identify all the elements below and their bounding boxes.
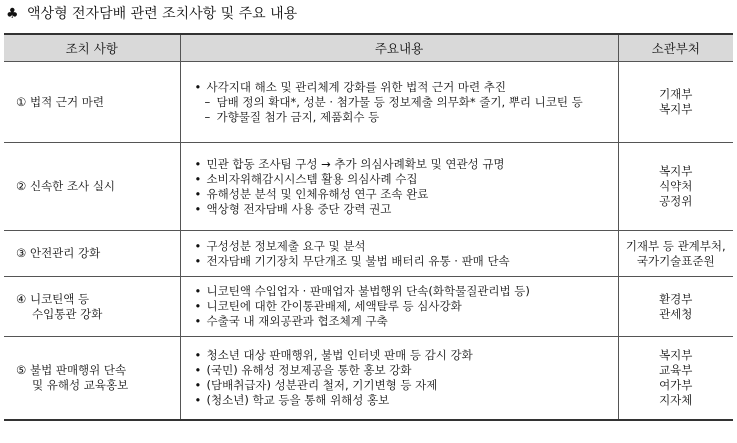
agency-name: 식약처 bbox=[659, 179, 693, 193]
content-cell bbox=[180, 143, 618, 231]
content-bullet-item bbox=[195, 348, 614, 363]
content-bullet-item bbox=[195, 378, 614, 393]
content-text: 사각지대 해소 및 관리체계 강화를 위한 법적 근거 마련 추진 bbox=[206, 79, 507, 94]
content-bullet-item bbox=[195, 239, 614, 254]
agency-cell bbox=[618, 62, 733, 143]
content-cell bbox=[180, 337, 618, 420]
content-bullet-item bbox=[195, 393, 614, 408]
agency-name: 교육부 bbox=[659, 362, 693, 377]
content-text: 가향물질 첨가 금지, 제품회수 등 bbox=[216, 109, 380, 124]
agency-name: 환경부 bbox=[659, 291, 693, 306]
agency-name: 여가부 bbox=[659, 377, 693, 392]
category-label: ③ 안전관리 강화 bbox=[16, 246, 101, 260]
agency-cell bbox=[618, 277, 733, 337]
category-cell bbox=[4, 143, 180, 231]
content-text: 소비자위해감시시스템 활용 의심사례 수집 bbox=[206, 171, 418, 186]
category-label: 수입통관 강화 bbox=[32, 306, 103, 321]
content-bullet-item bbox=[195, 363, 614, 378]
measures-table bbox=[4, 33, 733, 421]
content-bullet-item bbox=[195, 254, 614, 269]
agency-cell bbox=[618, 143, 733, 231]
content-bullet-item bbox=[195, 172, 614, 187]
agency-name: 기재부 bbox=[659, 87, 693, 101]
category-label: ⑤ 불법 판매행위 단속 bbox=[16, 362, 127, 377]
category-label: ④ 니코틴액 등 bbox=[16, 291, 90, 306]
content-bullet-item bbox=[195, 157, 614, 172]
category-cell bbox=[4, 231, 180, 277]
table-row bbox=[4, 337, 733, 420]
category-cell bbox=[4, 277, 180, 337]
agency-name: 기재부 등 관계부처, bbox=[625, 238, 726, 253]
content-bullet-item bbox=[195, 284, 614, 299]
content-text: (국민) 유해성 정보제공을 통한 홍보 강화 bbox=[206, 362, 412, 377]
content-bullet-item bbox=[195, 314, 614, 329]
table-row bbox=[4, 143, 733, 231]
content-bullet-item bbox=[195, 80, 614, 95]
bullet-icon: • bbox=[194, 347, 202, 362]
table-body bbox=[4, 62, 733, 420]
content-text: 민관 합동 조사팀 구성 → 추가 의심사례확보 및 연관성 규명 bbox=[206, 156, 505, 171]
header-category: 조치 사항 bbox=[4, 34, 180, 62]
header-row bbox=[4, 34, 733, 62]
bullet-icon: • bbox=[194, 299, 202, 313]
agency-name: 관세청 bbox=[659, 306, 693, 321]
category-label: ② 신속한 조사 실시 bbox=[16, 179, 116, 193]
content-text: 청소년 대상 판매행위, 불법 인터넷 판매 등 감시 강화 bbox=[206, 347, 473, 362]
table-row bbox=[4, 277, 733, 337]
bullet-icon: • bbox=[194, 253, 202, 268]
header-content: 주요내용 bbox=[180, 34, 618, 62]
agency-name: 국가기술표준원 bbox=[636, 253, 715, 268]
bullet-icon: • bbox=[194, 377, 202, 392]
category-cell bbox=[4, 62, 180, 143]
content-text: 유해성분 분석 및 인체유해성 연구 조속 완료 bbox=[206, 186, 429, 201]
bullet-icon: • bbox=[194, 156, 202, 171]
content-sub-item bbox=[195, 110, 614, 125]
table-row bbox=[4, 62, 733, 143]
bullet-icon: • bbox=[194, 201, 202, 216]
content-bullet-item bbox=[195, 299, 614, 314]
dash-icon: – bbox=[204, 109, 211, 124]
category-cell bbox=[4, 337, 180, 420]
bullet-icon: • bbox=[194, 186, 202, 201]
content-text: 담배 정의 확대*, 성분 · 첨가물 등 정보제출 의무화* 줄기, 뿌리 니코틴 등 bbox=[216, 94, 583, 109]
title-text: 액상형 전자담배 관련 조치사항 및 주요 내용 bbox=[27, 6, 298, 22]
dash-icon: – bbox=[204, 94, 211, 109]
bullet-icon: • bbox=[194, 171, 202, 186]
content-sub-item bbox=[195, 95, 614, 110]
content-cell bbox=[180, 62, 618, 143]
agency-name: 복지부 bbox=[659, 347, 693, 362]
content-text: 구성성분 정보제출 요구 및 분석 bbox=[206, 238, 366, 253]
bullet-icon: • bbox=[194, 284, 202, 298]
document-title bbox=[6, 4, 297, 24]
content-text: 니코틴에 대한 간이통관배제, 세액탈루 등 심사강화 bbox=[206, 299, 462, 313]
content-cell bbox=[180, 277, 618, 337]
table-row bbox=[4, 231, 733, 277]
agency-cell bbox=[618, 231, 733, 277]
content-text: (청소년) 학교 등을 통해 위해성 홍보 bbox=[206, 392, 390, 407]
content-text: 액상형 전자담배 사용 중단 강력 권고 bbox=[206, 201, 392, 216]
content-cell bbox=[180, 231, 618, 277]
agency-cell bbox=[618, 337, 733, 420]
club-icon: ♣ bbox=[6, 6, 19, 22]
content-text: (담배취급자) 성분관리 철저, 기기변형 등 자제 bbox=[206, 377, 438, 392]
bullet-icon: • bbox=[194, 392, 202, 407]
agency-name: 복지부 bbox=[659, 102, 693, 116]
bullet-icon: • bbox=[194, 362, 202, 377]
agency-name: 공정위 bbox=[659, 194, 693, 208]
content-text: 수출국 내 재외공관과 협조체계 구축 bbox=[206, 314, 388, 328]
agency-name: 복지부 bbox=[659, 164, 693, 178]
bullet-icon: • bbox=[194, 79, 202, 94]
category-label: 및 유해성 교육홍보 bbox=[32, 377, 129, 392]
bullet-icon: • bbox=[194, 238, 202, 253]
agency-name: 지자체 bbox=[659, 392, 693, 407]
bullet-icon: • bbox=[194, 314, 202, 328]
content-text: 니코틴액 수입업자 · 판매업자 불법행위 단속(화학물질관리법 등) bbox=[206, 284, 530, 298]
content-bullet-item bbox=[195, 202, 614, 217]
category-label: ① 법적 근거 마련 bbox=[16, 94, 104, 109]
content-bullet-item bbox=[195, 187, 614, 202]
content-text: 전자담배 기기장치 무단개조 및 불법 배터리 유통 · 판매 단속 bbox=[206, 253, 510, 268]
header-agency: 소관부처 bbox=[618, 34, 733, 62]
